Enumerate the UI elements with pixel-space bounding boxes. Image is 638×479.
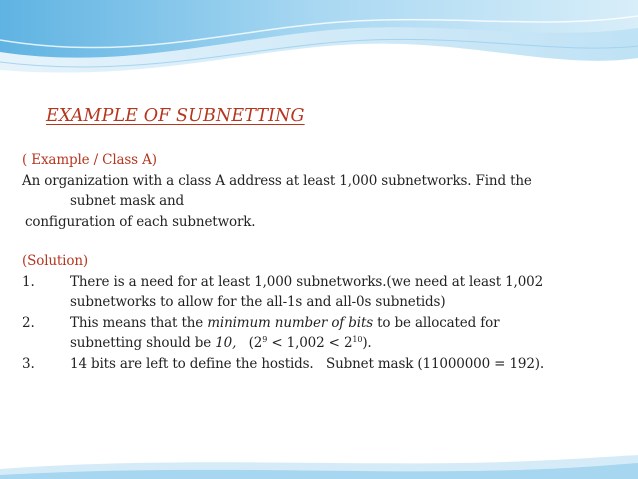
step-2-line-2-d: ). — [362, 335, 372, 351]
decorative-top-wave — [0, 0, 638, 95]
step-2-line-1-b: to be allocated for — [373, 314, 500, 331]
step-text — [70, 272, 622, 313]
decorative-bottom-wave — [0, 451, 638, 479]
slide-content — [22, 150, 622, 374]
problem-line-3: configuration of each subnetwork. — [25, 213, 256, 230]
step-2-line-2-a: subnetting should be — [70, 335, 216, 351]
step-2-line-2-emphasis: 10, — [215, 335, 237, 351]
step-2-line-2-c: < 1,002 < 2 — [267, 335, 353, 351]
step-text — [70, 313, 622, 354]
step-2-exponent-1: 9 — [262, 335, 268, 344]
step-1-line-2: subnetworks to allow for the all-1s and all-0s subnetids) — [70, 294, 446, 310]
step-3-line-1: 14 bits are left to define the hostids. Subnet mask (11000000 = 192). — [70, 355, 545, 372]
problem-line-1: An organization with a class A address at least 1,000 subnetworks. Find the — [22, 172, 532, 189]
step-number: 2. — [22, 314, 35, 331]
step-1 — [22, 272, 622, 313]
step-1-line-1: There is a need for at least 1,000 subnetworks.(we need at least 1,002 — [70, 273, 544, 290]
slide-title: EXAMPLE OF SUBNETTING — [46, 106, 305, 126]
step-2-line-2-b: (2 — [236, 335, 263, 351]
solution-heading: (Solution) — [22, 253, 88, 269]
example-heading: ( Example / Class A) — [22, 152, 157, 168]
step-number: 1. — [22, 273, 35, 290]
step-2-line-1-emphasis: minimum number of bits — [207, 314, 373, 331]
step-2-line-1-a: This means that the — [70, 314, 208, 331]
step-2 — [22, 313, 622, 354]
step-3 — [22, 354, 622, 375]
step-2-exponent-2: 10 — [352, 335, 363, 344]
problem-line-2: subnet mask and — [70, 193, 185, 209]
step-number: 3. — [22, 355, 35, 372]
